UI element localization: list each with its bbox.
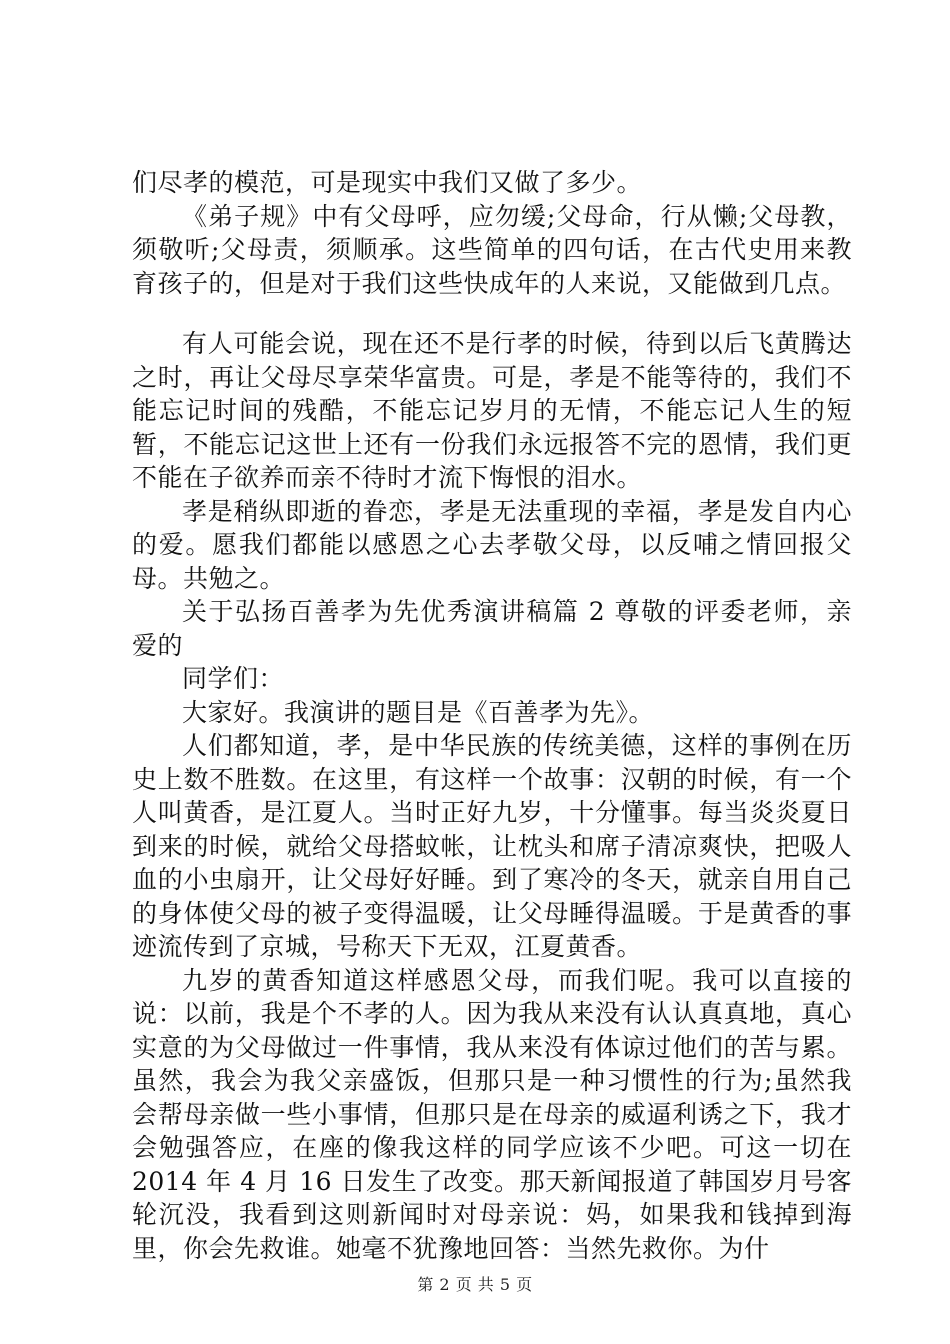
paragraph-personal-reflection: 九岁的黄香知道这样感恩父母，而我们呢。我可以直接的说：以前，我是个不孝的人。因为我从来没有认认真真地，真心实意的为父母做过一件事情，我从来没有体谅过他们的苦与累。虽然，我会为我父亲盛饭，但那只是一种习惯性的行为;虽然我会帮母亲做一些小事情，但那只是在母亲的威逼利诱之下，我才会勉强答应，在座的像我这样的同学应该不少吧。可这一切在 2014 年 4 月 16 日发生了改变。那天新闻报道了韩国岁月号客轮沉没，我看到这则新闻时对母亲说：妈，如果我和钱掉到海里，你会先救谁。她毫不犹豫地回答：当然先救你。为什: [132, 965, 852, 1263]
speech-heading: 关于弘扬百善孝为先优秀演讲稿篇 2 尊敬的评委老师，亲爱的: [132, 597, 852, 660]
paragraph-continuation: 们尽孝的模范，可是现实中我们又做了多少。: [132, 168, 643, 197]
paragraph-filial-waiting: 有人可能会说，现在还不是行孝的时候，待到以后飞黄腾达之时，再让父母尽享荣华富贵。可是，孝是不能等待的，我们不能忘记时间的残酷，不能忘记岁月的无情，不能忘记人生的短暂，不能忘记这世上还有一份我们永远报答不完的恩情，我们更不能在子欲养而亲不待时才流下悔恨的泪水。: [132, 329, 852, 492]
document-body: [132, 166, 852, 1265]
page-number-footer: 第 2 页 共 5 页: [417, 1275, 533, 1294]
paragraph-filial-love: 孝是稍纵即逝的眷恋，孝是无法重现的幸福，孝是发自内心的爱。愿我们都能以感恩之心去孝敬父母，以反哺之情回报父母。共勉之。: [132, 496, 852, 593]
paragraph-huangxiang-story: 人们都知道，孝，是中华民族的传统美德，这样的事例在历史上数不胜数。在这里，有这样一个故事：汉朝的时候，有一个人叫黄香，是江夏人。当时正好九岁，十分懂事。每当炎炎夏日到来的时候，就给父母搭蚊帐，让枕头和席子清凉爽快，把吸人血的小虫扇开，让父母好好睡。到了寒冷的冬天，就亲自用自己的身体使父母的被子变得温暖，让父母睡得温暖。于是黄香的事迹流传到了京城，号称天下无双，江夏黄香。: [132, 731, 852, 961]
speech-salutation: 同学们：: [182, 664, 285, 693]
speech-intro: 大家好。我演讲的题目是《百善孝为先》。: [182, 697, 655, 727]
paragraph-dizigui: 《弟子规》中有父母呼，应勿缓;父母命，行从懒;父母教，须敬听;父母责，须顺承。这些简单的四句话，在古代史用来教育孩子的，但是对于我们这些快成年的人来说，又能做到几点。: [132, 201, 852, 298]
paragraph-gap: [132, 300, 852, 327]
